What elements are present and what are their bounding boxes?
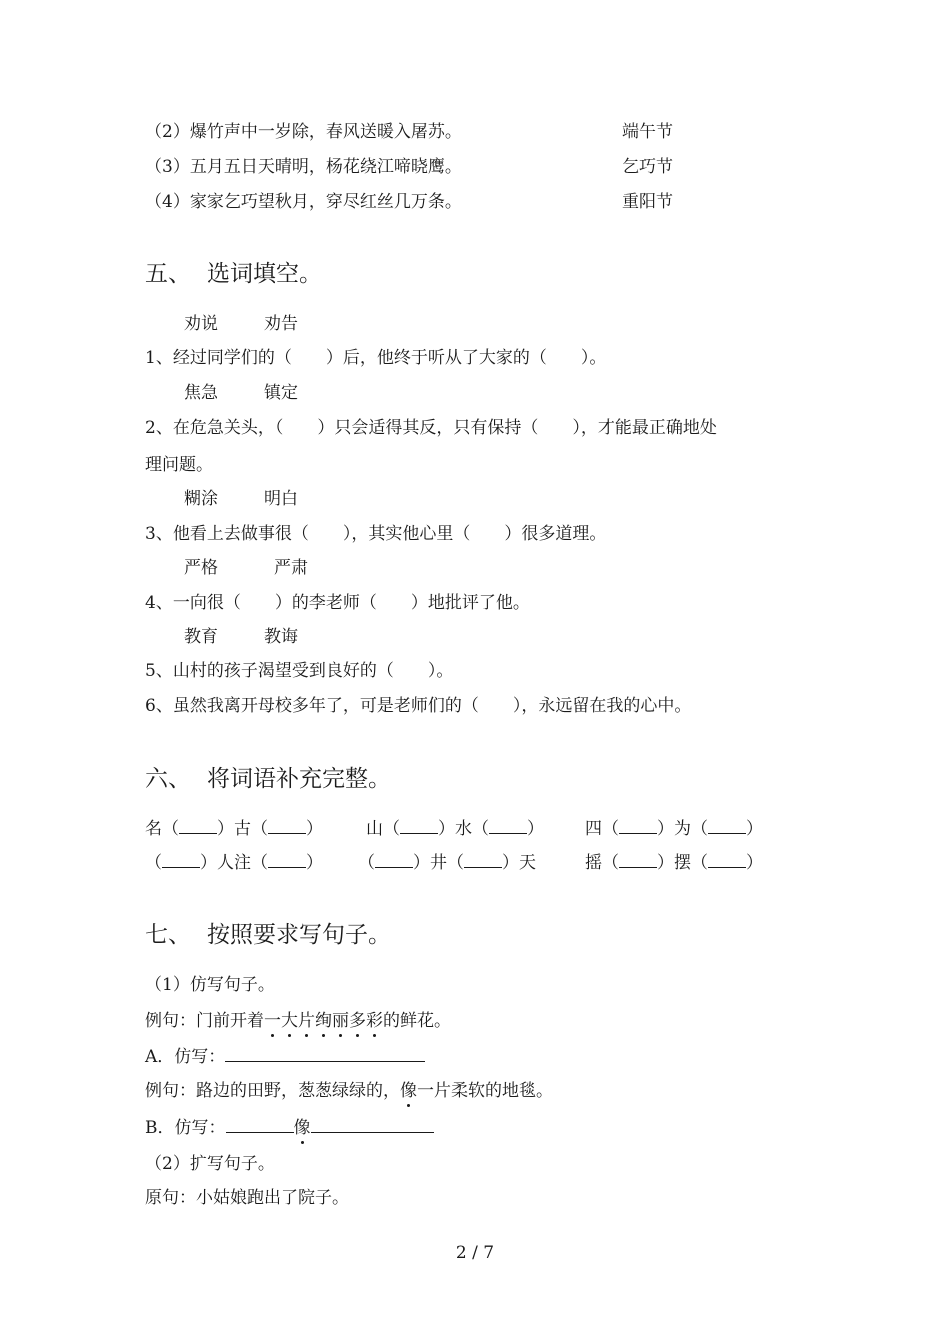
blank-line bbox=[708, 851, 746, 868]
answer-label: A．仿写： bbox=[145, 1047, 226, 1067]
blank-line bbox=[268, 817, 306, 834]
question-6: 6、虽然我离开母校多年了，可是老师们的（ ），永远留在我的心中。 bbox=[145, 696, 692, 716]
idiom-blank bbox=[358, 851, 536, 874]
blank-line bbox=[619, 851, 657, 868]
idiom-part: ）为（ bbox=[657, 819, 708, 839]
blank-line bbox=[179, 817, 217, 834]
idiom-part: ） bbox=[527, 819, 544, 839]
sentence-part: 例句：路边的田野，葱葱绿绿的， bbox=[145, 1081, 400, 1101]
section-number: 五、 bbox=[145, 261, 191, 287]
word-option: 糊涂 bbox=[184, 489, 218, 509]
poem-line-4: （4）家家乞巧望秋月，穿尽红丝几万条。 bbox=[145, 192, 462, 212]
festival-option: 乞巧节 bbox=[622, 157, 673, 177]
section-5-heading bbox=[145, 259, 322, 289]
section-number: 六、 bbox=[145, 766, 191, 792]
idiom-part: 摇（ bbox=[585, 853, 619, 873]
poem-line-2: （2）爆竹声中一岁除，春风送暖入屠苏。 bbox=[145, 122, 462, 142]
idiom-blank bbox=[366, 817, 544, 840]
emphasized-char: 丽 bbox=[332, 1011, 349, 1031]
idiom-part: ）摆（ bbox=[657, 853, 708, 873]
festival-option: 重阳节 bbox=[622, 192, 673, 212]
blank-line bbox=[489, 817, 527, 834]
emphasized-char: 大 bbox=[281, 1011, 298, 1031]
answer-line[interactable] bbox=[311, 1116, 434, 1133]
question-4: 4、一向很（ ）的李老师（ ）地批评了他。 bbox=[145, 593, 530, 613]
section-7-heading bbox=[145, 920, 391, 950]
example-sentence-1 bbox=[145, 1010, 451, 1032]
idiom-blank bbox=[585, 851, 763, 874]
idiom-part: ） bbox=[306, 853, 323, 873]
sentence-part: 一片柔软的地毯。 bbox=[417, 1081, 553, 1101]
word-option: 严肃 bbox=[274, 558, 308, 578]
idiom-part: ）水（ bbox=[438, 819, 489, 839]
emphasized-char: 一 bbox=[264, 1011, 281, 1031]
original-sentence: 原句：小姑娘跑出了院子。 bbox=[145, 1188, 349, 1208]
idiom-part: （ bbox=[358, 853, 375, 873]
question-5: 5、山村的孩子渴望受到良好的（ ）。 bbox=[145, 661, 454, 681]
subquestion-2: （2）扩写句子。 bbox=[145, 1154, 275, 1174]
emphasized-char: 像 bbox=[400, 1081, 417, 1101]
word-option: 焦急 bbox=[184, 383, 218, 403]
question-2: 2、在危急关头，（ ）只会适得其反，只有保持（ ），才能最正确地处 bbox=[145, 418, 717, 438]
imitation-a bbox=[145, 1045, 425, 1068]
imitation-b bbox=[145, 1116, 434, 1139]
blank-line bbox=[708, 817, 746, 834]
answer-line[interactable] bbox=[226, 1116, 294, 1133]
word-option: 镇定 bbox=[264, 383, 298, 403]
blank-line bbox=[375, 851, 413, 868]
festival-option: 端午节 bbox=[622, 122, 673, 142]
word-group-4 bbox=[184, 557, 354, 579]
word-option: 严格 bbox=[184, 558, 218, 578]
blank-line bbox=[400, 817, 438, 834]
word-group-3 bbox=[184, 488, 344, 510]
idiom-part: ）天 bbox=[502, 853, 536, 873]
emphasized-char: 彩 bbox=[366, 1011, 383, 1031]
section-title: 选词填空。 bbox=[207, 261, 322, 287]
section-number: 七、 bbox=[145, 922, 191, 948]
emphasized-char: 像 bbox=[293, 1118, 311, 1138]
question-3: 3、他看上去做事很（ ），其实他心里（ ）很多道理。 bbox=[145, 524, 607, 544]
idiom-part: （ bbox=[145, 853, 162, 873]
idiom-blank bbox=[145, 817, 323, 840]
blank-line bbox=[162, 851, 200, 868]
question-1: 1、经过同学们的（ ）后，他终于听从了大家的（ ）。 bbox=[145, 348, 607, 368]
idiom-part: ）人注（ bbox=[200, 853, 268, 873]
word-group-1 bbox=[184, 313, 344, 335]
idiom-part: 名（ bbox=[145, 819, 179, 839]
idiom-part: ） bbox=[746, 819, 763, 839]
word-group-5 bbox=[184, 626, 344, 648]
subquestion-1: （1）仿写句子。 bbox=[145, 975, 275, 995]
question-2-continued: 理问题。 bbox=[145, 455, 213, 475]
idiom-blank bbox=[585, 817, 763, 840]
answer-line[interactable] bbox=[225, 1045, 425, 1062]
blank-line bbox=[268, 851, 306, 868]
poem-line-3: （3）五月五日天晴明，杨花绕江啼晓鹰。 bbox=[145, 157, 462, 177]
word-option: 教育 bbox=[184, 627, 218, 647]
blank-line bbox=[464, 851, 502, 868]
sentence-part: 例句：门前开着 bbox=[145, 1011, 264, 1031]
example-sentence-2 bbox=[145, 1080, 553, 1102]
emphasized-char: 多 bbox=[349, 1011, 366, 1031]
word-group-2 bbox=[184, 382, 344, 404]
idiom-part: ）井（ bbox=[413, 853, 464, 873]
blank-line bbox=[619, 817, 657, 834]
idiom-part: ） bbox=[746, 853, 763, 873]
section-title: 将词语补充完整。 bbox=[207, 766, 391, 792]
word-option: 教诲 bbox=[264, 627, 298, 647]
word-option: 劝告 bbox=[264, 314, 298, 334]
section-title: 按照要求写句子。 bbox=[207, 922, 391, 948]
section-6-heading bbox=[145, 764, 391, 794]
emphasized-char: 片 bbox=[298, 1011, 315, 1031]
answer-label: B．仿写： bbox=[145, 1118, 226, 1138]
idiom-blank bbox=[145, 851, 323, 874]
sentence-part: 的鲜花。 bbox=[383, 1011, 451, 1031]
idiom-part: 四（ bbox=[585, 819, 619, 839]
idiom-part: ） bbox=[306, 819, 323, 839]
word-option: 明白 bbox=[264, 489, 298, 509]
page-number: 2 / 7 bbox=[455, 1243, 495, 1263]
idiom-part: ）古（ bbox=[217, 819, 268, 839]
idiom-part: 山（ bbox=[366, 819, 400, 839]
word-option: 劝说 bbox=[184, 314, 218, 334]
emphasized-char: 绚 bbox=[315, 1011, 332, 1031]
